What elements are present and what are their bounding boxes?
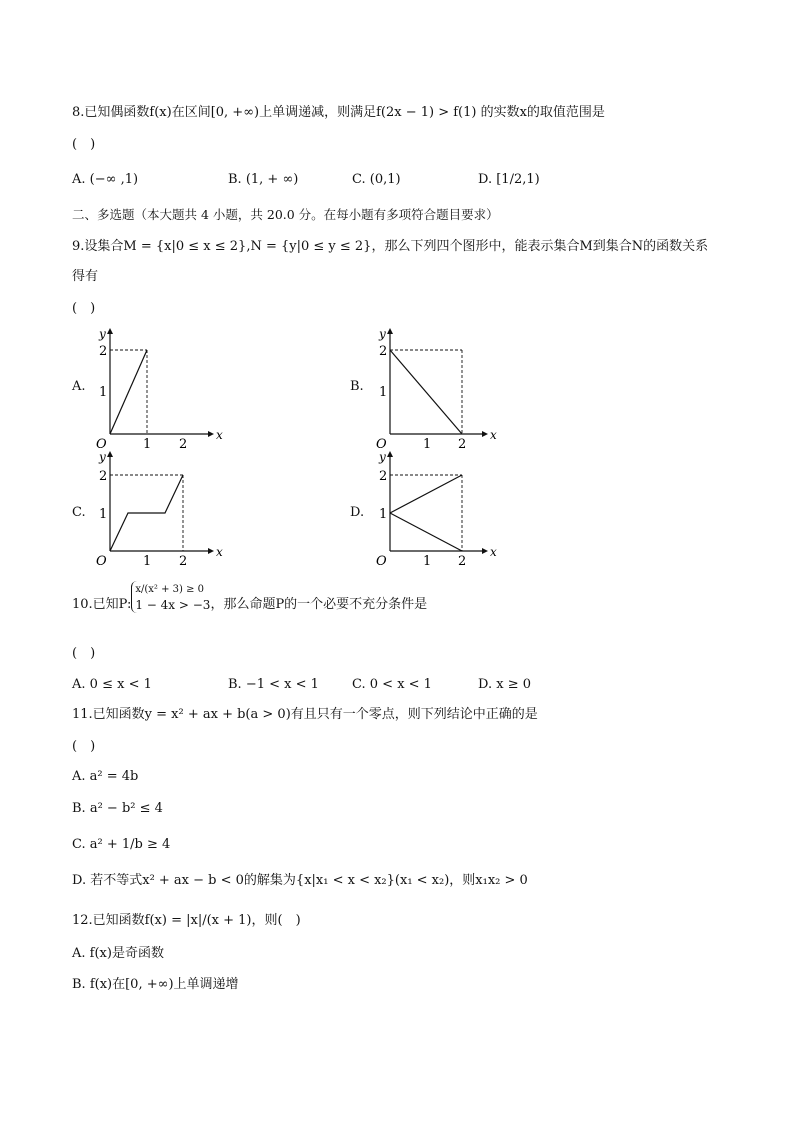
x-axis-label: x xyxy=(490,545,497,559)
graph-c[interactable] xyxy=(90,447,250,577)
q10-stem xyxy=(72,583,428,614)
option-label: B. xyxy=(72,801,86,816)
q10-option-d[interactable] xyxy=(478,676,531,694)
y-axis-label: y xyxy=(99,327,106,341)
x-axis-label: x xyxy=(216,545,223,559)
graph-d[interactable] xyxy=(370,447,530,577)
q12-stem: 12.已知函数f(x) = |x|/(x + 1)，则( ) xyxy=(72,913,301,928)
option-label: A. xyxy=(72,677,86,692)
x-tick-2: 2 xyxy=(458,437,467,452)
option-text: a² − b² ≤ 4 xyxy=(89,801,163,816)
q9-paren: ( ) xyxy=(72,301,96,316)
y-axis-label: y xyxy=(379,327,386,341)
q10-suffix: ，那么命题P的一个必要不充分条件是 xyxy=(210,597,428,612)
q10-paren: ( ) xyxy=(72,646,96,661)
option-label: A. xyxy=(72,172,86,187)
option-label: D. xyxy=(478,172,493,187)
option-text: x ≥ 0 xyxy=(496,677,531,692)
option-label: A. xyxy=(72,946,86,961)
y-tick-2: 2 xyxy=(379,469,388,484)
y-tick-1: 1 xyxy=(379,507,388,522)
q12-option-b[interactable] xyxy=(72,976,239,994)
q9-stem-line1: 9.设集合M = {x|0 ≤ x ≤ 2},N = {y|0 ≤ y ≤ 2}，那么下列四个图形中，能表示集合M到集合N的函数关系 xyxy=(72,239,709,254)
q8-option-d[interactable] xyxy=(478,171,540,189)
q8-stem: 8.已知偶函数f(x)在区间[0, +∞)上单调递减，则满足f(2x − 1) > f(1) 的实数x的取值范围是 xyxy=(72,105,605,120)
option-label: C. xyxy=(352,677,366,692)
q10-prefix: 10.已知P: xyxy=(72,597,132,612)
q11-option-c[interactable] xyxy=(72,836,170,854)
origin-label: O xyxy=(96,437,107,452)
x-axis-label: x xyxy=(216,428,223,442)
option-text: 0 ≤ x < 1 xyxy=(89,677,152,692)
x-axis-label: x xyxy=(490,428,497,442)
x-tick-2: 2 xyxy=(458,554,467,569)
y-tick-1: 1 xyxy=(99,507,108,522)
q11-option-b[interactable] xyxy=(72,800,163,818)
q11-option-a[interactable] xyxy=(72,768,138,786)
option-text: [1/2,1) xyxy=(496,172,540,187)
y-tick-1: 1 xyxy=(379,385,388,400)
option-text: a² = 4b xyxy=(89,769,139,784)
option-label: A. xyxy=(72,769,86,784)
x-tick-1: 1 xyxy=(423,554,432,569)
option-text: 若不等式x² + ax − b < 0的解集为{x|x₁ < x < x₂}(x₁ < x₂)，则x₁x₂ > 0 xyxy=(90,873,528,888)
q8-paren: ( ) xyxy=(72,137,96,152)
option-text: 0 < x < 1 xyxy=(369,677,432,692)
option-text: (−∞ ,1) xyxy=(89,172,139,187)
q12-option-a[interactable] xyxy=(72,945,164,963)
q10-option-c[interactable] xyxy=(352,676,432,694)
graph-c-label[interactable]: C. xyxy=(72,505,86,520)
y-tick-2: 2 xyxy=(379,344,388,359)
q8-option-b[interactable] xyxy=(228,171,298,189)
option-text: (0,1) xyxy=(369,172,401,187)
q8-option-c[interactable] xyxy=(352,171,401,189)
y-axis-label: y xyxy=(99,450,106,464)
option-text: −1 < x < 1 xyxy=(245,677,319,692)
q10-option-b[interactable] xyxy=(228,676,319,694)
option-label: C. xyxy=(352,172,366,187)
q8-option-a[interactable] xyxy=(72,171,138,189)
x-tick-1: 1 xyxy=(423,437,432,452)
q10-system xyxy=(131,581,210,613)
option-text: f(x)在[0, +∞)上单调递增 xyxy=(89,977,239,992)
option-text: f(x)是奇函数 xyxy=(89,946,164,961)
q9-stem-line2: 得有 xyxy=(72,269,99,284)
q11-option-d[interactable] xyxy=(72,872,528,890)
x-tick-1: 1 xyxy=(143,437,152,452)
q10-system-line2: 1 − 4x > −3 xyxy=(135,597,211,612)
option-label: C. xyxy=(72,837,86,852)
origin-label: O xyxy=(376,554,387,569)
origin-label: O xyxy=(96,554,107,569)
option-label: D. xyxy=(478,677,493,692)
origin-label: O xyxy=(376,437,387,452)
option-label: D. xyxy=(72,873,87,888)
x-tick-2: 2 xyxy=(179,437,188,452)
q11-stem: 11.已知函数y = x² + ax + b(a > 0)有且只有一个零点，则下列结论中正确的是 xyxy=(72,707,538,722)
x-tick-1: 1 xyxy=(143,554,152,569)
x-tick-2: 2 xyxy=(179,554,188,569)
option-label: B. xyxy=(228,677,242,692)
q10-option-a[interactable] xyxy=(72,676,152,694)
y-tick-1: 1 xyxy=(99,385,108,400)
graph-b-label[interactable]: B. xyxy=(350,379,364,394)
q10-system-line1: x/(x² + 3) ≥ 0 xyxy=(135,583,205,595)
graph-a[interactable] xyxy=(90,322,250,452)
graph-d-label[interactable]: D. xyxy=(350,505,365,520)
graph-a-label[interactable]: A. xyxy=(72,379,86,394)
q11-paren: ( ) xyxy=(72,739,96,754)
graph-b[interactable] xyxy=(370,322,530,452)
option-text: a² + 1/b ≥ 4 xyxy=(89,837,171,852)
section-heading: 二、多选题（本大题共 4 小题，共 20.0 分。在每小题有多项符合题目要求） xyxy=(72,207,499,222)
option-text: (1, + ∞) xyxy=(245,172,299,187)
option-label: B. xyxy=(228,172,242,187)
option-label: B. xyxy=(72,977,86,992)
y-tick-2: 2 xyxy=(99,469,108,484)
y-tick-2: 2 xyxy=(99,344,108,359)
y-axis-label: y xyxy=(379,450,386,464)
